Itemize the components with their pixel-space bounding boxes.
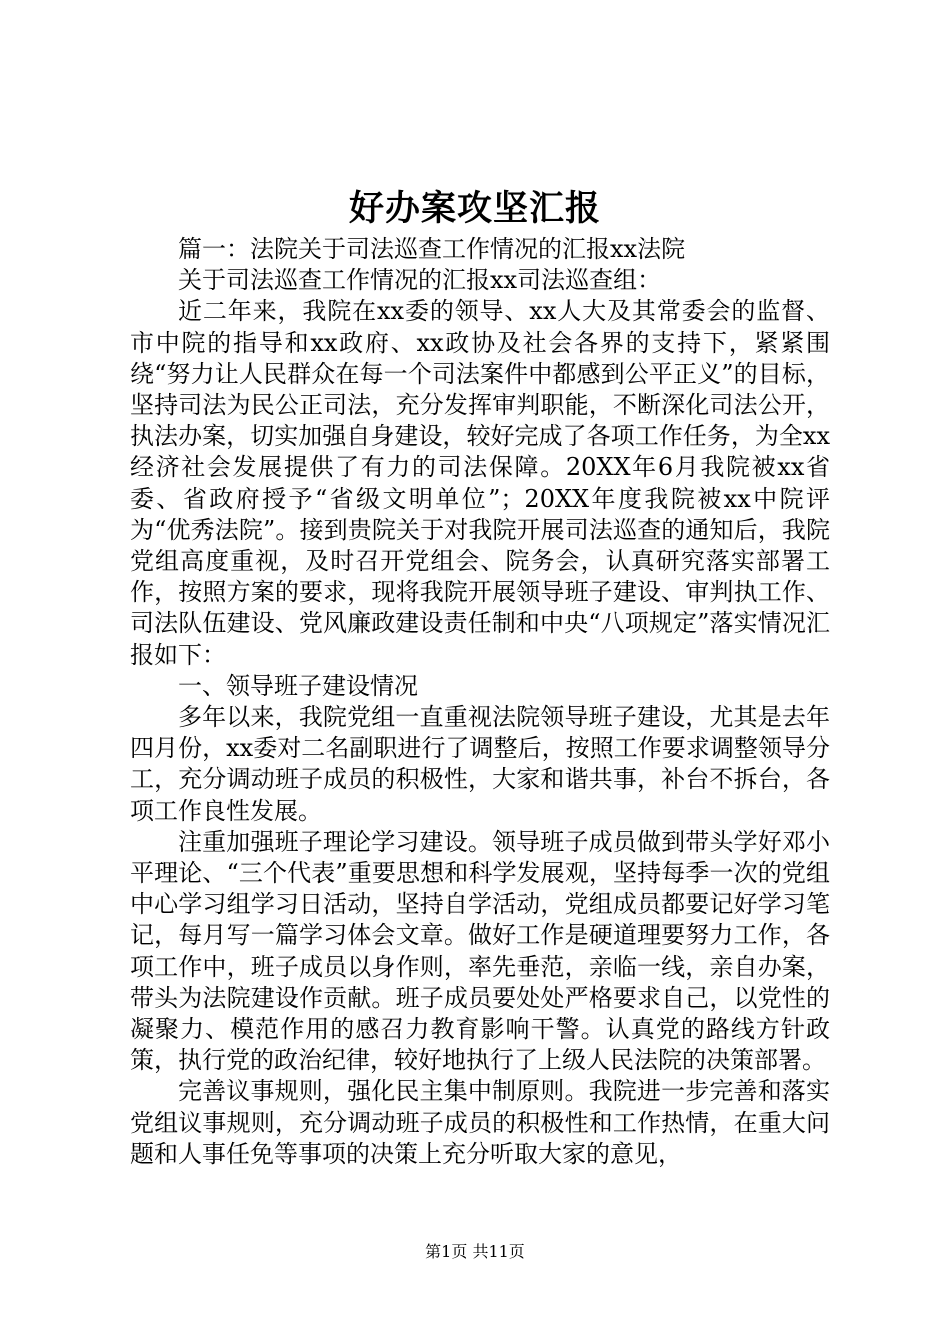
- paragraph-intro: 近二年来，我院在xx委的领导、xx人大及其常委会的监督、市中院的指导和xx政府、xx政协及社会各界的支持下，紧紧围绕“努力让人民群众在每一个司法案件中都感到公平正义”的目标，坚持司法为民公正司法，充分发挥审判职能，不断深化司法公开，执法办案，切实加强自身建设，较好完成了各项工作任务，为全xx经济社会发展提供了有力的司法保障。20XX年6月我院被xx省委、省政府授予“省级文明单位”；20XX年度我院被xx中院评为“优秀法院”。接到贵院关于对我院开展司法巡查的通知后，我院党组高度重视，及时召开党组会、院务会，认真研究落实部署工作，按照方案的要求，现将我院开展领导班子建设、审判执工作、司法队伍建设、党风廉政建设责任制和中央“八项规定”落实情况汇报如下：: [130, 297, 830, 669]
- paragraph-heading-line-1: 篇一：法院关于司法巡查工作情况的汇报xx法院: [178, 235, 686, 263]
- paragraph-heading-line-2: 关于司法巡查工作情况的汇报xx司法巡查组：: [178, 266, 662, 295]
- page-number-footer: 第1页 共11页: [425, 1242, 525, 1261]
- document-title: 好办案攻坚汇报: [348, 188, 601, 229]
- paragraph-theory-study: 注重加强班子理论学习建设。领导班子成员做到带头学好邓小平理论、“三个代表”重要思想和科学发展观，坚持每季一次的党组中心学习组学习日活动，坚持自学活动，党组成员都要记好学习笔记，每月写一篇学习体会文章。做好工作是硬道理要努力工作，各项工作中，班子成员以身作则，率先垂范，亲临一线，亲自办案，带头为法院建设作贡献。班子成员要处处严格要求自己，以党性的凝聚力、模范作用的感召力教育影响干警。认真党的路线方针政策，执行党的政治纪律，较好地执行了上级人民法院的决策部署。: [130, 827, 830, 1075]
- paragraph-leadership: 多年以来，我院党组一直重视法院领导班子建设，尤其是去年四月份，xx委对二名副职进行了调整后，按照工作要求调整领导分工，充分调动班子成员的积极性，大家和谐共事，补台不拆台，各项工作良性发展。: [130, 703, 830, 825]
- section-heading: 一、领导班子建设情况: [178, 671, 418, 700]
- paragraph-rules: 完善议事规则，强化民主集中制原则。我院进一步完善和落实党组议事规则，充分调动班子成员的积极性和工作热情，在重大问题和人事任免等事项的决策上充分听取大家的意见，: [130, 1077, 830, 1168]
- document-body: [130, 234, 830, 1170]
